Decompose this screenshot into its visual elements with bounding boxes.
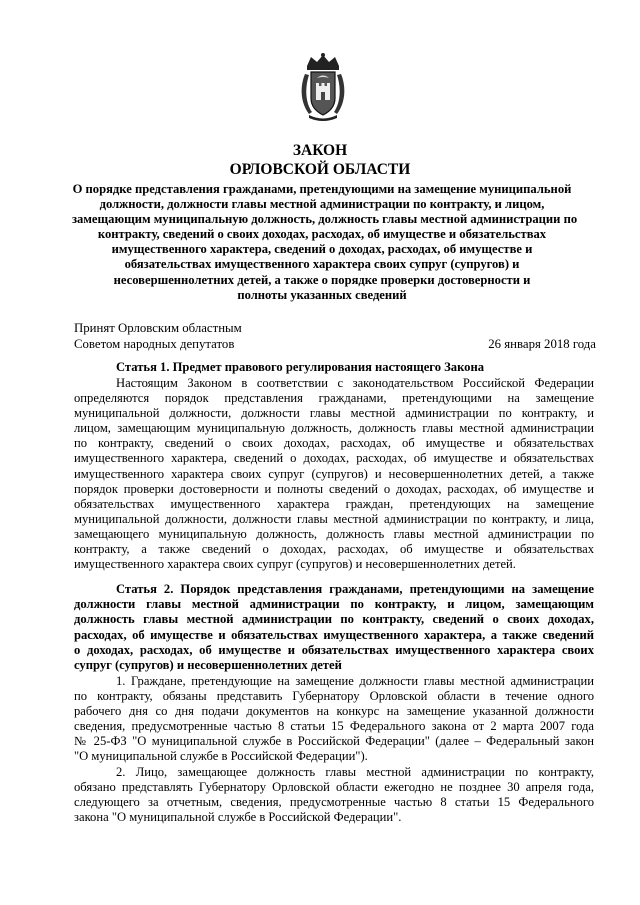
text-line: Настоящим Законом в соответствии с законодательством Российской Федерации	[116, 376, 594, 390]
text-line: 1. Граждане, претендующие на замещение должности главы местной администрации	[116, 674, 594, 688]
subject-line: замещающим муниципальную должность, должность главы местной администрации по	[72, 212, 578, 227]
coat-of-arms-icon	[299, 52, 347, 122]
subject-line: контракту, сведений о своих доходах, расходах, об имуществе и обязательствах	[97, 227, 547, 242]
article-2-paragraph-1	[74, 674, 594, 765]
text-line: сведения, предусмотренные частью 8 статьи 15 Федерального закона от 2 марта 2007 года	[74, 719, 594, 734]
adoption-line: Советом народных депутатов	[74, 337, 235, 351]
text-line: лицом, замещающим муниципальную должность, должность главы местной администрации	[74, 421, 594, 436]
text-line: обязано представлять Губернатору Орловской области ежегодно не позднее 30 апреля года,	[74, 780, 594, 795]
text-line: замещающего муниципальную должность, должность главы местной администрации по	[74, 526, 594, 541]
subject-line: должности, должности главы местной администрации по контракту, и лицом,	[99, 197, 545, 212]
article-1-body	[74, 376, 594, 572]
law-title-line1: ЗАКОН	[292, 142, 348, 159]
law-title-line2: ОРЛОВСКОЙ ОБЛАСТИ	[229, 161, 411, 178]
subject-line: О порядке представления гражданами, претендующими на замещение муниципальной	[72, 182, 572, 196]
adoption-date: 26 января 2018 года	[488, 337, 596, 351]
text-line: контракту, а также сведений о доходах, расходах, об имуществе и обязательствах	[74, 542, 594, 557]
adoption-line: Принят Орловским областным	[74, 321, 242, 335]
text-line: следующего за отчетным, сведения, предусмотренные частью 8 статьи 15 Федерального	[74, 795, 594, 810]
subject-line: полноты указанных сведений	[237, 287, 407, 302]
article-1-heading: Статья 1. Предмет правового регулирования настоящего Закона	[116, 360, 485, 374]
subject-line: несовершеннолетних детей, а также о порядке проверки достоверности и	[113, 272, 531, 287]
adoption-info	[74, 320, 242, 352]
text-line: муниципальной должности, должности главы местной администрации по контракту, и	[74, 406, 594, 421]
text-line: определяются порядок представления гражданами, претендующими на замещение	[74, 391, 594, 406]
article-2-heading: Статья 2. Порядок представления гражданами, претендующими на замещение должности главы местной администрации по контракту, и лицом, замещающим должность главы местной администрации по контракту, сведений о своих доходах, расходах, об имуществе и обязательствах имущественного характера, а также сведений о доходах, расходах, об имуществе и обязательствах имущественного характера своих супруг (супругов) и несовершеннолетних детей	[74, 582, 594, 673]
text-line: имущественного характера своих супруг (супругов) и несовершеннолетних детей, а также	[74, 466, 594, 481]
law-subject	[72, 182, 578, 303]
text-line: имущественного характера своих супруг (супругов) и несовершеннолетних детей.	[74, 557, 516, 572]
text-line: обязательствах имущественного характера граждан, претендующих на замещение	[74, 496, 594, 511]
text-line: муниципальной должности, должности главы местной администрации по контракту, и лица,	[74, 511, 594, 526]
text-line: "О муниципальной службе в Российской Федерации").	[74, 749, 368, 764]
subject-line: имущественного характера, сведений о доходах, расходах, об имуществе и	[111, 242, 533, 257]
text-line: имущественного характера, сведений о доходах, расходах, об имуществе и обязательствах	[74, 451, 594, 466]
text-line: № 25-ФЗ "О муниципальной службе в Российской Федерации" (далее – Федеральный закон	[74, 734, 594, 749]
text-line: рабочего дня со дня подачи документов на конкурс на замещение указанной должности	[74, 704, 594, 719]
subject-line: обязательствах имущественного характера своих супруг (супругов) и	[124, 257, 520, 272]
text-line: порядок проверки достоверности и полноты сведений о доходах, расходах, об имуществе и	[74, 481, 594, 496]
text-line: по контракту, обязаны представить Губернатору Орловской области в течение одного	[74, 689, 594, 704]
text-line: 2. Лицо, замещающее должность главы местной администрации по контракту,	[116, 765, 594, 779]
text-line: по контракту, сведений о своих доходах, расходах, об имуществе и обязательствах	[74, 436, 594, 451]
text-line: закона "О муниципальной службе в Российской Федерации".	[74, 810, 402, 825]
article-2-paragraph-2	[74, 765, 594, 825]
